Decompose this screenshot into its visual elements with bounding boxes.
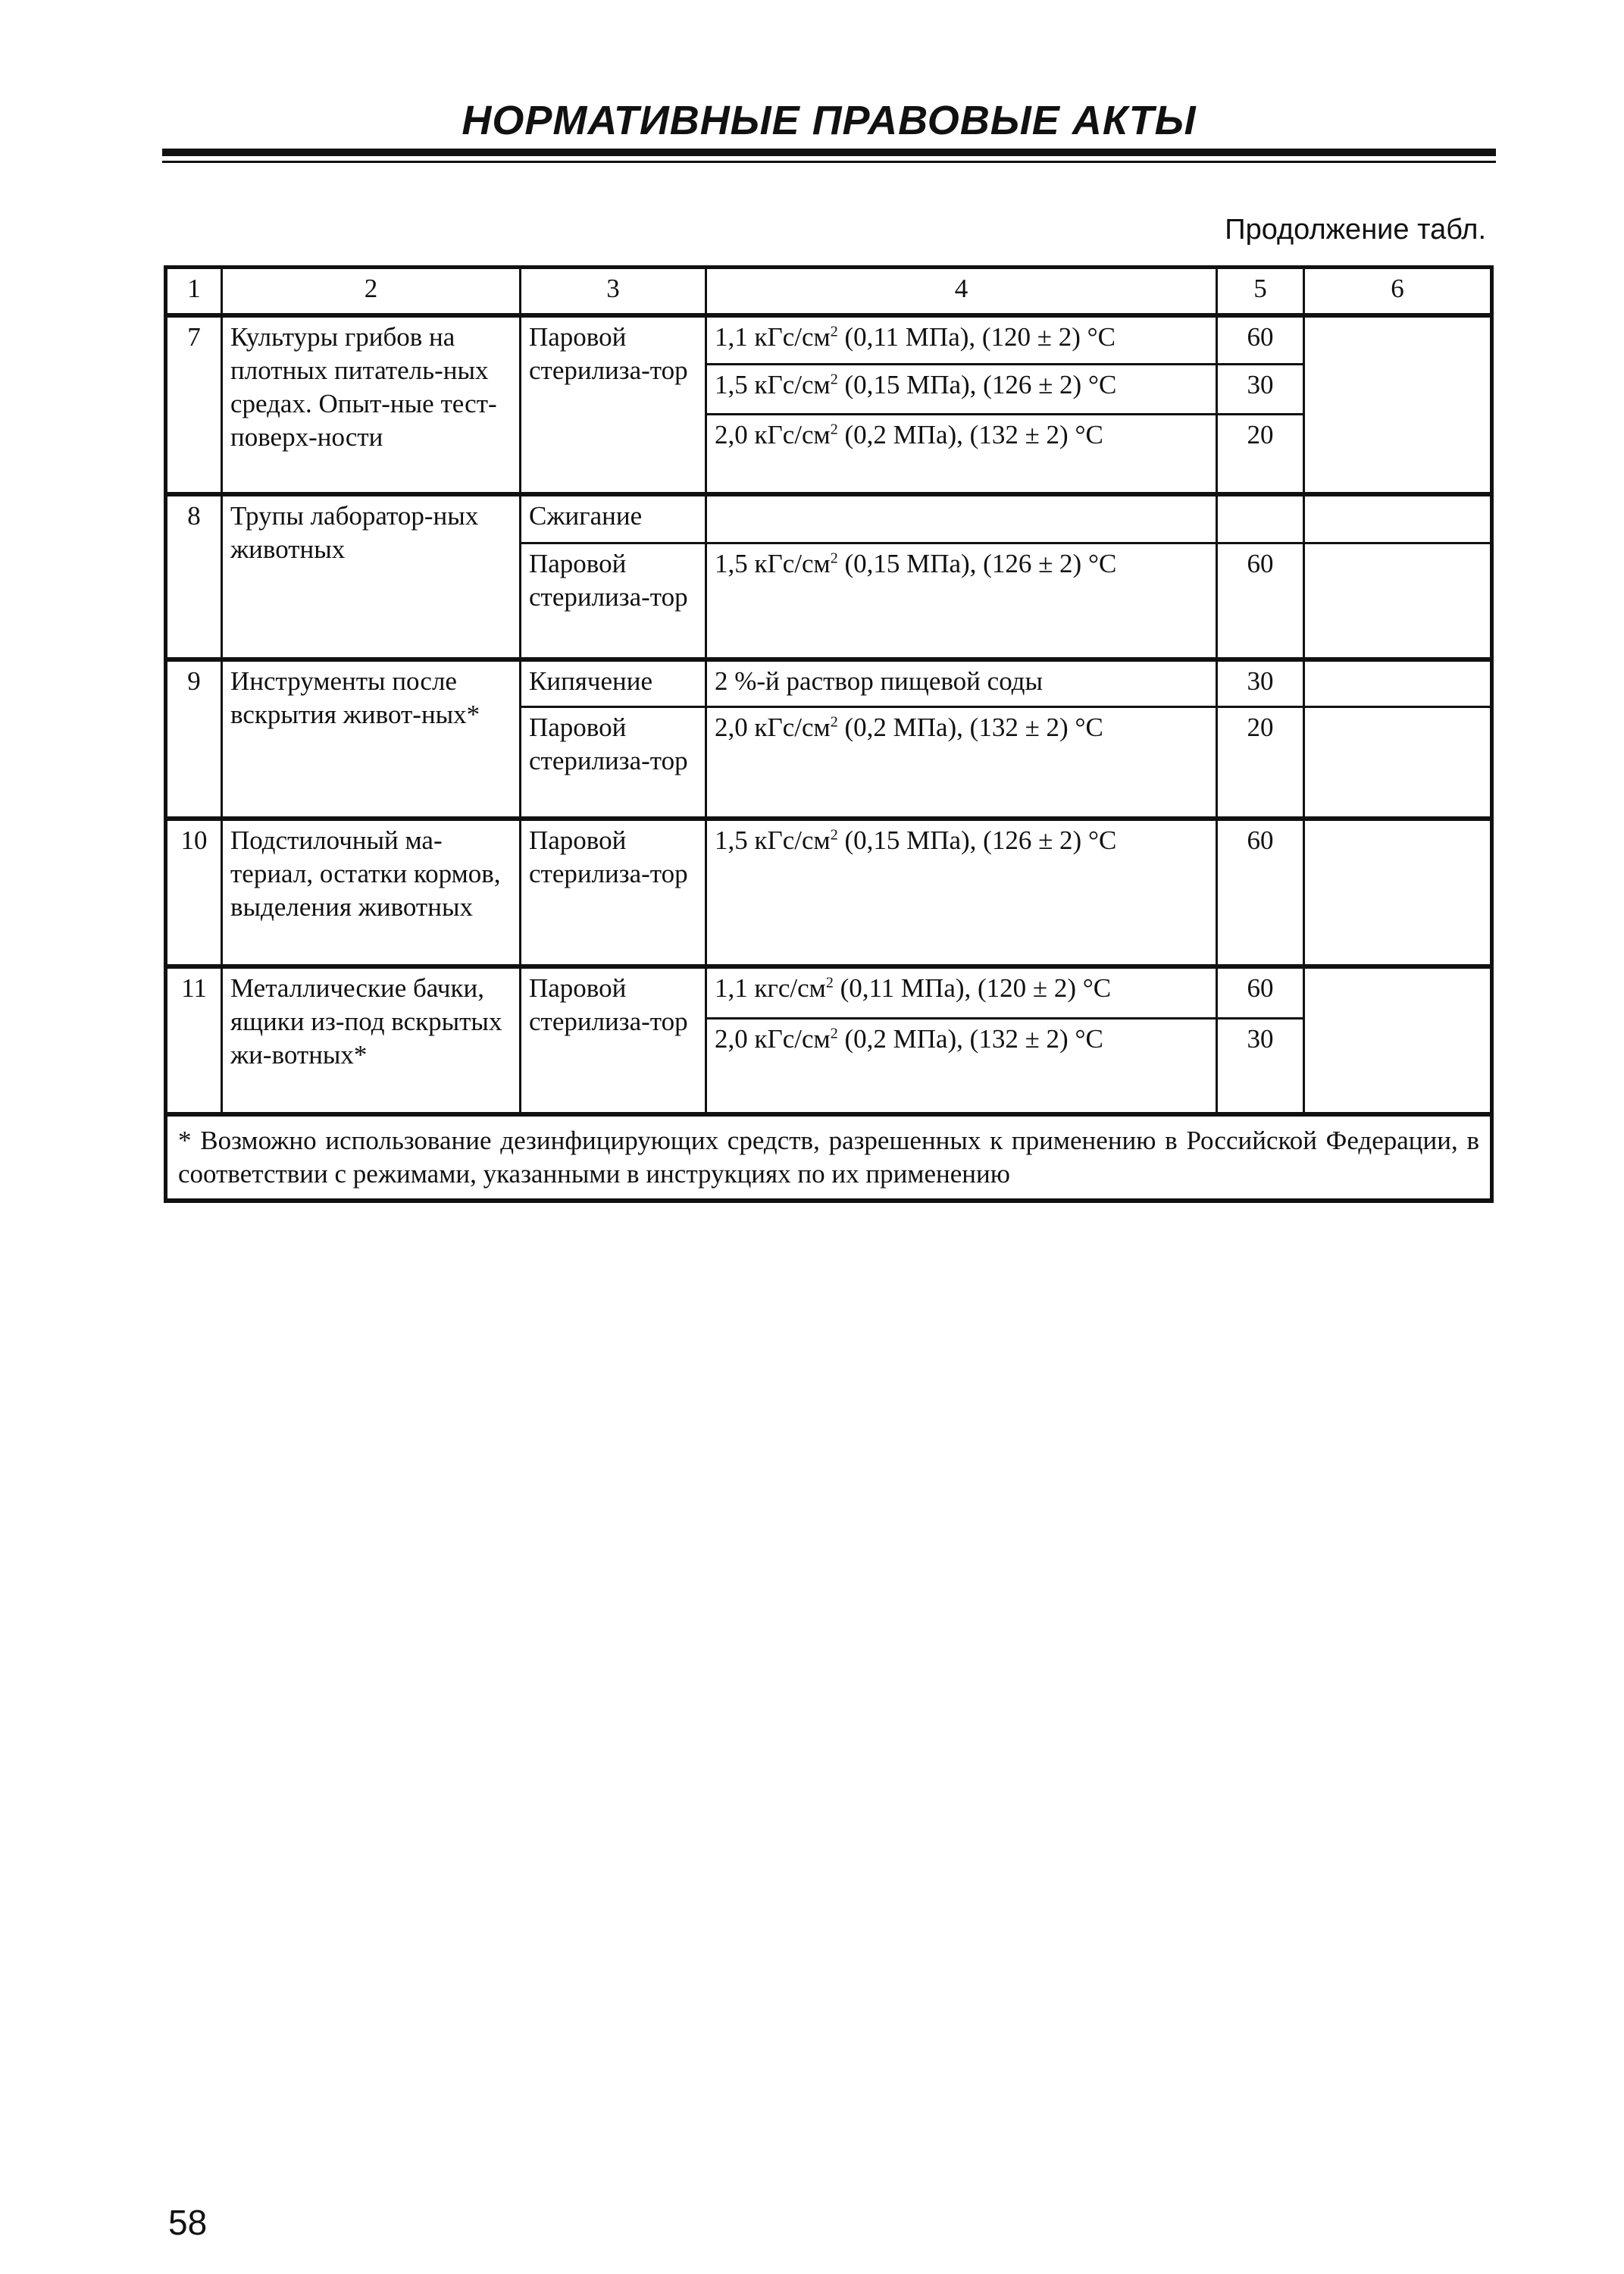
time-cell: 20 <box>1217 414 1304 494</box>
column-header: 3 <box>521 268 706 316</box>
column-header: 6 <box>1304 268 1492 316</box>
notes-cell <box>1304 659 1492 706</box>
notes-cell <box>1304 494 1492 543</box>
time-cell: 30 <box>1217 364 1304 414</box>
regime-cell: 1,5 кГс/$см^2$ (0,15 МПа), (126 ± 2) °C <box>706 543 1217 659</box>
object-cell: Трупы лаборатор-ных животных <box>222 494 521 659</box>
regime-cell: 2,0 кГс/$см^2$ (0,2 МПа), (132 ± 2) °C <box>706 414 1217 494</box>
time-cell: 30 <box>1217 1018 1304 1114</box>
object-cell: Культуры грибов на плотных питатель-ных средах. Опыт-ные тест-поверх-ности <box>222 315 521 494</box>
method-cell: Паровой стерилиза-тор <box>521 315 706 494</box>
method-cell: Сжигание <box>521 494 706 543</box>
method-cell: Паровой стерилиза-тор <box>521 819 706 966</box>
row-number: 7 <box>166 315 222 494</box>
regime-cell: 2 %-й раствор пищевой соды <box>706 659 1217 706</box>
regime-cell: 2,0 кГс/$см^2$ (0,2 МПа), (132 ± 2) °C <box>706 706 1217 819</box>
method-cell: Кипячение <box>521 659 706 706</box>
regime-cell: 2,0 кГс/$см^2$ (0,2 МПа), (132 ± 2) °C <box>706 1018 1217 1114</box>
disinfection-table <box>164 265 1494 1203</box>
regime-cell: 1,5 кГс/$см^2$ (0,15 МПа), (126 ± 2) °C <box>706 364 1217 414</box>
time-cell: 20 <box>1217 706 1304 819</box>
regime-cell <box>706 494 1217 543</box>
table-row <box>166 966 1492 1018</box>
row-number: 11 <box>166 966 222 1114</box>
row-number: 10 <box>166 819 222 966</box>
notes-cell <box>1304 543 1492 659</box>
time-cell: 30 <box>1217 659 1304 706</box>
method-cell: Паровой стерилиза-тор <box>521 706 706 819</box>
table-continuation-label: Продолжение табл. <box>1225 214 1486 246</box>
header-rule <box>162 149 1496 156</box>
header-rule-thin <box>162 161 1496 163</box>
column-header: 1 <box>166 268 222 316</box>
method-cell: Паровой стерилиза-тор <box>521 543 706 659</box>
table-row <box>166 819 1492 966</box>
row-number: 9 <box>166 659 222 819</box>
table-row <box>166 659 1492 706</box>
time-cell: 60 <box>1217 819 1304 966</box>
row-number: 8 <box>166 494 222 659</box>
object-cell: Металлические бачки, ящики из-под вскрытых жи-вотных* <box>222 966 521 1114</box>
notes-cell <box>1304 966 1492 1114</box>
time-cell <box>1217 494 1304 543</box>
time-cell: 60 <box>1217 966 1304 1018</box>
time-cell: 60 <box>1217 543 1304 659</box>
column-header: 2 <box>222 268 521 316</box>
table-row <box>166 494 1492 543</box>
page-number: 58 <box>168 2203 208 2242</box>
notes-cell <box>1304 706 1492 819</box>
section-title: НОРМАТИВНЫЕ ПРАВОВЫЕ АКТЫ <box>462 98 1197 143</box>
object-cell: Подстилочный ма-териал, остатки кормов, выделения животных <box>222 819 521 966</box>
table-row <box>166 315 1492 364</box>
method-cell: Паровой стерилиза-тор <box>521 966 706 1114</box>
column-header: 4 <box>706 268 1217 316</box>
table-header-row <box>166 268 1492 316</box>
footnote: * Возможно использование дезинфицирующих средств, разрешенных к применению в Российской Федерации, в соответствии с режимами, указанными в инструкциях по их применению <box>166 1114 1492 1201</box>
object-cell: Инструменты после вскрытия живот-ных* <box>222 659 521 819</box>
column-header: 5 <box>1217 268 1304 316</box>
regime-cell: 1,5 кГс/$см^2$ (0,15 МПа), (126 ± 2) °C <box>706 819 1217 966</box>
regime-cell: 1,1 кГс/$см^2$ (0,11 МПа), (120 ± 2) °C <box>706 315 1217 364</box>
time-cell: 60 <box>1217 315 1304 364</box>
notes-cell <box>1304 315 1492 494</box>
regime-cell: 1,1 кгс/$см^2$ (0,11 МПа), (120 ± 2) °C <box>706 966 1217 1018</box>
footnote-row <box>166 1114 1492 1201</box>
notes-cell <box>1304 819 1492 966</box>
